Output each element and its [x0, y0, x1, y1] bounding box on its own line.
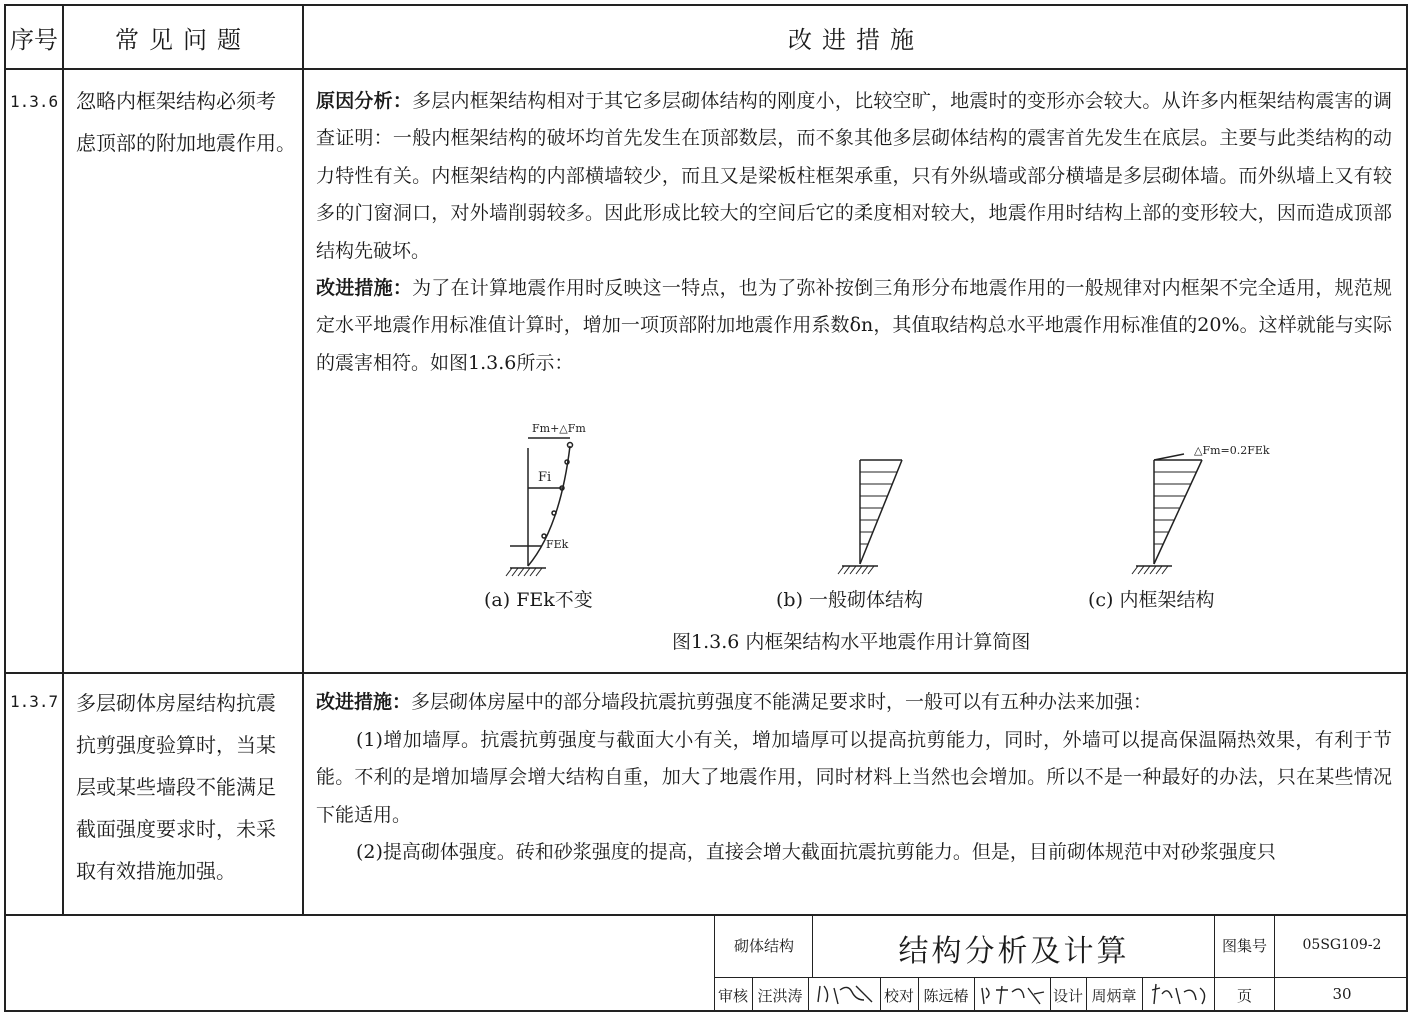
tb-atlas-no: 05SG109-2: [1302, 937, 1382, 953]
titleblock-divider: [4, 914, 1408, 916]
header-no: 序号: [10, 26, 58, 54]
row1-problem-line1: 忽略内框架结构必须考: [76, 89, 276, 113]
label-a-fek: FEk: [546, 538, 569, 551]
row2-paragraph-2: (2)提高砌体强度。砖和砂浆强度的提高，直接会增大截面抗震抗剪能力。但是，目前砌体规范中对砂浆强度只: [356, 841, 1276, 864]
figure-1-3-6: [470, 418, 1320, 588]
caption-a: (a) FEk不变: [484, 589, 593, 611]
row1-analysis: [316, 83, 1392, 382]
caption-c: (c) 内框架结构: [1088, 589, 1215, 611]
caption-b: (b) 一般砌体结构: [776, 589, 924, 611]
diagram-c: [1132, 454, 1202, 574]
tb-review-label: 审核: [717, 987, 748, 1005]
tb-line: [974, 977, 975, 1011]
tb-design-label: 设计: [1052, 987, 1083, 1005]
diagram-a: [506, 438, 573, 576]
diagram-b: [838, 460, 902, 574]
tb-category: 砌体结构: [733, 937, 794, 955]
header-divider: [4, 68, 1408, 70]
analysis-text: 多层内框架结构相对于其它多层砌体结构的刚度小，比较空旷，地震时的变形亦会较大。从许多内框架结构震害的调查证明：一般内框架结构的破坏均首先发生在顶部数层，而不象其他多层砌体结构的震害首先发生在底层。主要与此类结构的动力特性有关。内框架结构的内部横墙较少，而且又是梁板柱框架承重，只有外纵墙或部分横墙是多层砌体墙。而外纵墙上又有较多的门窗洞口，对外墙削弱较多。因此形成比较大的空间后它的柔度相对较大，地震作用时结构上部的变形较大，因而造成顶部结构先破坏。: [316, 90, 1392, 262]
row2-measure-label: 改进措施：: [316, 691, 412, 713]
tb-reviewer: 汪洪涛: [757, 987, 803, 1005]
measure-text: 为了在计算地震作用时反映这一特点，也为了弥补按倒三角形分布地震作用的一般规律对内框架不完全适用，规范规定水平地震作用标准值计算时，增加一项顶部附加地震作用系数δn，其值取结构总水平地震作用标准值的20%。这样就能与实际的震害相符。如图1.3.6所示：: [316, 277, 1392, 374]
tb-check-label: 校对: [883, 987, 914, 1005]
designer-signature: [1146, 980, 1212, 1008]
row1-problem-line2: 虑顶部的附加地震作用。: [76, 131, 296, 155]
tb-atlas-label: 图集号: [1221, 937, 1267, 955]
row2-problem-line5: 取有效措施加强。: [76, 859, 236, 883]
row2-paragraph-1: (1)增加墙厚。抗震抗剪强度与截面大小有关，增加墙厚可以提高抗剪能力，同时，外墙可以提高保温隔热效果，有利于节能。不利的是增加墙厚会增大结构自重，加大了地震作用，同时材料上当然也会增加。所以不是一种最好的办法，只在某些情况下能适用。: [316, 728, 1392, 826]
row2-number: 1.3.7: [10, 692, 59, 711]
tb-line: [1274, 915, 1275, 1011]
tb-designer: 周炳章: [1091, 987, 1137, 1005]
label-a-fi: Fi: [538, 470, 552, 485]
row2-problem-line1: 多层砌体房屋结构抗震: [76, 691, 276, 715]
figure-caption: 图1.3.6 内框架结构水平地震作用计算简图: [672, 631, 1031, 653]
measure-label: 改进措施：: [316, 277, 413, 300]
row2-measure-text: 多层砌体房屋中的部分墙段抗震抗剪强度不能满足要求时，一般可以有五种办法来加强：: [411, 691, 1153, 713]
row2-problem: [76, 682, 276, 892]
tb-line: [714, 977, 1408, 978]
label-a-top: Fm+△Fm: [532, 422, 586, 435]
row2-measure: [316, 684, 1392, 872]
tb-page-label: 页: [1236, 987, 1252, 1005]
col-divider-2: [302, 4, 304, 916]
col-divider-1: [62, 4, 64, 916]
row2-problem-line4: 截面强度要求时，未采: [76, 817, 276, 841]
row1-problem: [76, 80, 296, 164]
tb-title: 结构分析及计算: [898, 934, 1130, 969]
tb-page-no: 30: [1332, 985, 1352, 1003]
tb-checker: 陈远椿: [923, 987, 969, 1005]
tb-line: [812, 915, 813, 977]
checker-signature: [978, 980, 1048, 1008]
header-problem: 常见问题: [115, 26, 251, 54]
tb-line: [1142, 977, 1143, 1011]
reviewer-signature: [812, 980, 878, 1008]
row2-problem-line2: 抗剪强度验算时，当某: [76, 733, 276, 757]
row1-number: 1.3.6: [10, 92, 59, 111]
row-divider: [4, 672, 1408, 674]
analysis-label: 原因分析：: [316, 90, 413, 112]
header-measure: 改进措施: [788, 26, 924, 54]
row2-problem-line3: 层或某些墙段不能满足: [76, 775, 276, 799]
label-c-top: △Fm=0.2FEk: [1194, 444, 1270, 457]
tb-line: [808, 977, 809, 1011]
